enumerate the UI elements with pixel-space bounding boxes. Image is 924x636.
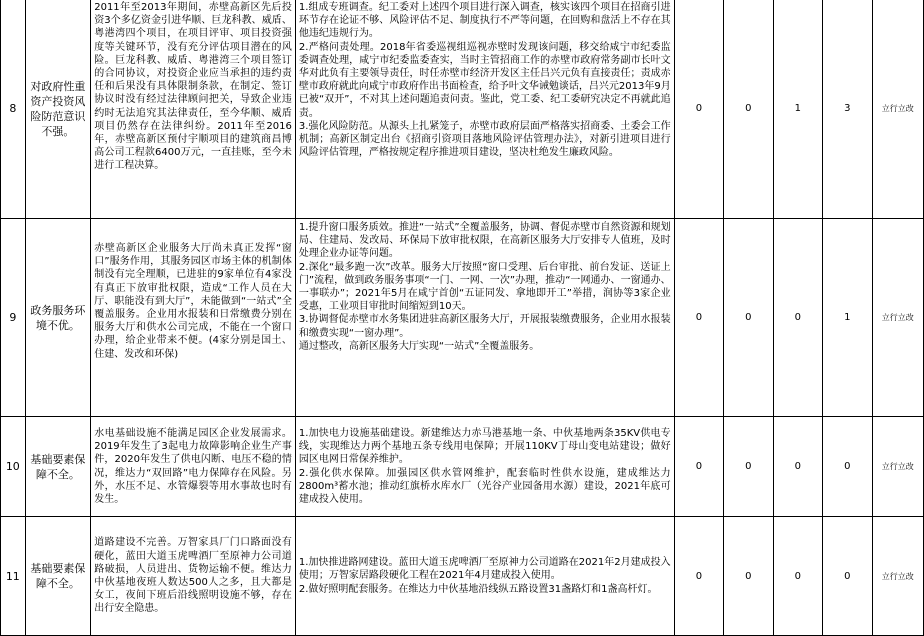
issue-cell: 基础要素保障不全。 <box>25 517 91 636</box>
count-cell-2: 0 <box>724 219 773 417</box>
row-index: 10 <box>1 417 26 517</box>
measures-cell: 1.加快推进路网建设。蓝田大道玉虎啤酒厂至原神力公司道路在2021年2月建成投入使用；万智家居路段硬化工程在2021年4月建成投入使用。 2.做好照明配套服务。在维达力中伙基地沿线纵五路设置31盏路灯和1盏高杆灯。 <box>295 517 674 636</box>
status-cell: 立行立改 <box>872 517 924 636</box>
count-cell-1: 0 <box>674 0 723 219</box>
count-cell-4: 3 <box>823 0 872 219</box>
description-cell: 2011年至2013年期间，赤壁高新区先后投资3个多亿资金引进华顺、巨龙科教、威盾、粤港湾四个项目，在项目评审、项目投资强度等关键环节，没有充分评估项目潜在的风险。巨龙科教、威盾、粤港湾三个项目签订的合同协议，对投资企业应当承担的违约责任和后果没有具体限制条款，在制定、签订协议时没有经过法律顾问把关，导致企业违约时无法追究其法律责任，至今华顺、威盾项目仍然存在法律纠纷。2011年至2016年，赤壁高新区预付宇顺项目的建筑商昌博高公司工程款6400万元，一直挂账，至今未进行工程决算。 <box>91 0 296 219</box>
count-cell-4: 0 <box>823 417 872 517</box>
row-index: 9 <box>1 219 26 417</box>
table-row <box>1 0 924 219</box>
measures-cell: 1.提升窗口服务质效。推进“一站式”全覆盖服务，协调、督促赤壁市自然资源和规划局、住建局、发改局、环保局下放审批权限，在高新区服务大厅安排专人值班，及时处理企业办证等问题。 2.深化“最多跑一次”改革。服务大厅按照“窗口受理、后台审批、前台发证、送证上门”流程，做到政务服务事项“一门、一网、一次”办理，推动“一网通办、一窗通办、一事联办”；2021年5月在咸宁首创“五证同发、拿地即开工”举措，润协等3家企业受惠，工业项目审批时间缩短到10天。 3.协调督促赤壁市水务集团进驻高新区服务大厅，开展报装缴费服务，企业用水报装和缴费实现“一窗办理”。 通过整改，高新区服务大厅实现“一站式”全覆盖服务。 <box>295 219 674 417</box>
table-row <box>1 517 924 636</box>
table-row <box>1 219 924 417</box>
count-cell-2: 0 <box>724 0 773 219</box>
description-cell: 水电基础设施不能满足园区企业发展需求。2019年发生了3起电力故障影响企业生产事件，2020年发生了供电闪断、电压不稳的情况，维达力“双回路”电力保障存在风险。另外，水压不足、水管爆裂等用水事故也时有发生。 <box>91 417 296 517</box>
count-cell-4: 0 <box>823 517 872 636</box>
status-cell: 立行立改 <box>872 417 924 517</box>
issue-cell: 基础要素保障不全。 <box>25 417 91 517</box>
count-cell-3: 0 <box>773 219 822 417</box>
issue-cell: 政务服务环境不优。 <box>25 219 91 417</box>
row-index: 8 <box>1 0 26 219</box>
measures-cell: 1.加快电力设施基础建设。新建维达力赤马港基地一条、中伙基地两条35KV供电专线，实现维达力两个基地五条专线用电保障；开展110KV丁母山变电站建设；做好园区电网日常保养维护。 2.强化供水保障。加强园区供水管网维护，配套临时性供水设施，建成维达力2800m³蓄水池；推动红旗桥水库水厂（光谷产业园备用水源）建设，2021年底可建成投入使用。 <box>295 417 674 517</box>
count-cell-1: 0 <box>674 517 723 636</box>
count-cell-4: 1 <box>823 219 872 417</box>
measures-cell: 1.组成专班调查。纪工委对上述四个项目进行深入调查，核实该四个项目在招商引进环节存在论证不够、风险评估不足、制度执行不严等问题，在回购和盘活上不存在其他违纪违规行为。 2.严格问责处理。2018年省委巡视组巡视赤壁时发现该问题，移交给咸宁市纪委监委调查处理，咸宁市纪委监委查实，当时主管招商工作的赤壁市政府常务副市长叶文华对此负有主要领导责任，时任赤壁市经济开发区主任吕兴元负有直接责任；责成赤壁市政府就此向咸宁市政府作出书面检查，给予叶文华诫勉谈话，吕兴元2013年9月已被“双开”，不对其上述问题追责问责。鉴此，党工委、纪工委研究决定不再就此追责。 3.强化风险防范。从源头上扎紧笼子，赤壁市政府层面严格落实招商委、土委会工作机制；高新区制定出台《招商引资项目落地风险评估管理办法》，对新引进项目进行风险评估管理，严格按规定程序推进项目建设，坚决杜绝发生廉政风险。 <box>295 0 674 219</box>
count-cell-2: 0 <box>724 517 773 636</box>
table-row <box>1 417 924 517</box>
issue-cell: 对政府性重资产投资风险防范意识不强。 <box>25 0 91 219</box>
description-cell: 赤壁高新区企业服务大厅尚未真正发挥“窗口”服务作用，其服务园区市场主体的机制体制没有完全理顺，已进驻的9家单位有4家没有真正下放审批权限，造成“工作人员在大厅、职能没有到大厅”，未能做到“一站式”全覆盖服务。企业用水报装和日常缴费分别在服务大厅和供水公司完成，不能在一个窗口办理，给企业带来不便。(4家分别是国土、住建、发改和环保) <box>91 219 296 417</box>
status-cell: 立行立改 <box>872 219 924 417</box>
count-cell-3: 0 <box>773 417 822 517</box>
count-cell-3: 0 <box>773 517 822 636</box>
count-cell-3: 1 <box>773 0 822 219</box>
row-index: 11 <box>1 517 26 636</box>
description-cell: 道路建设不完善。万智家具厂门口路面没有硬化，蓝田大道玉虎啤酒厂至原神力公司道路破损，人员进出、货物运输不便。维达力中伙基地夜班人数达500人之多，且大都是女工，夜间下班后沿线照明设施不够，存在出行安全隐患。 <box>91 517 296 636</box>
status-cell: 立行立改 <box>872 0 924 219</box>
count-cell-2: 0 <box>724 417 773 517</box>
count-cell-1: 0 <box>674 219 723 417</box>
count-cell-1: 0 <box>674 417 723 517</box>
